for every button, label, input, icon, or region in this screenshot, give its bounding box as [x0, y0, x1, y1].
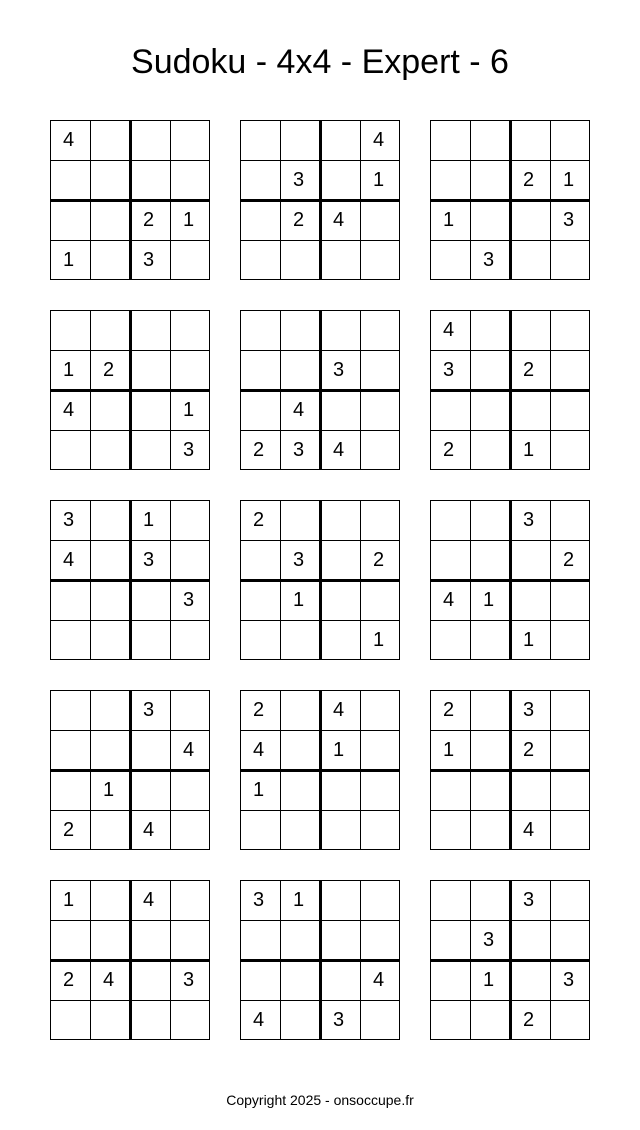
sudoku-cell — [240, 920, 280, 960]
sudoku-cell — [280, 810, 320, 850]
sudoku-cell — [470, 810, 510, 850]
sudoku-cell: 1 — [63, 359, 75, 381]
sudoku-cell: 3 — [483, 249, 495, 271]
sudoku-cell: 2 — [443, 699, 455, 721]
sudoku-cell — [130, 120, 170, 160]
sudoku-cell — [550, 1000, 590, 1040]
sudoku-cell: 1 — [183, 399, 195, 421]
sudoku-cell: 1 — [483, 589, 495, 611]
sudoku-cell: 2 — [293, 209, 305, 231]
sudoku-cell — [90, 810, 130, 850]
sudoku-grid-8 — [240, 500, 400, 660]
sudoku-cell: 3 — [333, 359, 345, 381]
sudoku-cell — [430, 390, 470, 430]
sudoku-cell: 3 — [563, 209, 575, 231]
sudoku-cell: 3 — [183, 969, 195, 991]
sudoku-cell: 3 — [443, 359, 455, 381]
sudoku-cell — [360, 350, 400, 390]
sudoku-cell — [170, 690, 210, 730]
sudoku-cell — [550, 880, 590, 920]
sudoku-cell — [50, 160, 90, 200]
sudoku-cell — [320, 500, 360, 540]
sudoku-cell — [90, 200, 130, 240]
sudoku-cell — [550, 350, 590, 390]
sudoku-cell — [130, 390, 170, 430]
sudoku-cell — [470, 310, 510, 350]
sudoku-grid-7 — [50, 500, 210, 660]
sudoku-cell: 3 — [333, 1009, 345, 1031]
sudoku-cell — [430, 960, 470, 1000]
page-title: Sudoku - 4x4 - Expert - 6 — [131, 43, 509, 81]
sudoku-cell — [240, 960, 280, 1000]
sudoku-cell: 4 — [293, 399, 305, 421]
sudoku-cell: 2 — [253, 699, 265, 721]
sudoku-cell: 4 — [373, 969, 385, 991]
sudoku-cell — [240, 120, 280, 160]
sudoku-grid-1 — [50, 120, 210, 280]
sudoku-cell — [280, 770, 320, 810]
sudoku-cell — [90, 120, 130, 160]
sudoku-cell: 3 — [523, 889, 535, 911]
sudoku-cell: 3 — [143, 249, 155, 271]
sudoku-cell — [360, 240, 400, 280]
sudoku-cell: 3 — [293, 549, 305, 571]
sudoku-cell — [280, 1000, 320, 1040]
sudoku-cell — [550, 730, 590, 770]
sudoku-cell — [510, 390, 550, 430]
sudoku-cell — [550, 770, 590, 810]
sudoku-grid-6 — [430, 310, 590, 470]
sudoku-cell — [320, 620, 360, 660]
sudoku-cell: 4 — [333, 699, 345, 721]
sudoku-cell — [280, 620, 320, 660]
sudoku-cell — [90, 160, 130, 200]
sudoku-cell — [360, 200, 400, 240]
sudoku-cell — [470, 390, 510, 430]
sudoku-grid-9 — [430, 500, 590, 660]
sudoku-cell — [90, 240, 130, 280]
sudoku-cell: 1 — [523, 439, 535, 461]
sudoku-cell — [320, 920, 360, 960]
sudoku-cell — [90, 920, 130, 960]
sudoku-cell — [280, 310, 320, 350]
sudoku-cell: 3 — [143, 549, 155, 571]
sudoku-cell — [280, 350, 320, 390]
sudoku-cell — [240, 310, 280, 350]
sudoku-cell — [130, 730, 170, 770]
sudoku-cell — [470, 880, 510, 920]
sudoku-cell — [550, 500, 590, 540]
sudoku-cell — [360, 920, 400, 960]
sudoku-cell: 1 — [333, 739, 345, 761]
sudoku-cell — [430, 160, 470, 200]
sudoku-cell: 3 — [63, 509, 75, 531]
sudoku-cell — [470, 350, 510, 390]
sudoku-cell — [50, 1000, 90, 1040]
sudoku-cell — [430, 500, 470, 540]
sudoku-cell — [170, 770, 210, 810]
sudoku-cell: 2 — [523, 169, 535, 191]
sudoku-cell — [90, 500, 130, 540]
sudoku-cell — [430, 120, 470, 160]
sudoku-cell: 3 — [143, 699, 155, 721]
sudoku-cell: 4 — [63, 129, 75, 151]
sudoku-cell — [170, 310, 210, 350]
sudoku-cell — [510, 770, 550, 810]
sudoku-cell — [430, 540, 470, 580]
sudoku-cell: 1 — [443, 739, 455, 761]
sudoku-cell — [550, 240, 590, 280]
sudoku-cell — [320, 770, 360, 810]
sudoku-cell: 4 — [143, 889, 155, 911]
sudoku-cell — [510, 920, 550, 960]
sudoku-cell: 1 — [523, 629, 535, 651]
sudoku-cell: 4 — [333, 439, 345, 461]
sudoku-cell — [510, 240, 550, 280]
sudoku-cell — [130, 310, 170, 350]
sudoku-cell — [550, 390, 590, 430]
sudoku-cell — [470, 120, 510, 160]
sudoku-cell — [470, 160, 510, 200]
sudoku-cell — [280, 690, 320, 730]
sudoku-cell — [130, 350, 170, 390]
sudoku-cell — [240, 540, 280, 580]
sudoku-cell: 3 — [483, 929, 495, 951]
sudoku-grid-10 — [50, 690, 210, 850]
sudoku-cell: 2 — [523, 739, 535, 761]
sudoku-cell: 1 — [253, 779, 265, 801]
sudoku-cell — [280, 730, 320, 770]
sudoku-cell: 1 — [103, 779, 115, 801]
sudoku-cell — [90, 1000, 130, 1040]
sudoku-cell — [470, 1000, 510, 1040]
sudoku-cell — [90, 540, 130, 580]
sudoku-cell — [470, 500, 510, 540]
sudoku-cell — [360, 810, 400, 850]
sudoku-cell — [240, 200, 280, 240]
sudoku-cell — [170, 620, 210, 660]
sudoku-cell — [430, 770, 470, 810]
sudoku-cell — [280, 960, 320, 1000]
sudoku-cell: 3 — [293, 439, 305, 461]
sudoku-cell — [130, 960, 170, 1000]
sudoku-cell — [130, 1000, 170, 1040]
sudoku-cell — [430, 1000, 470, 1040]
sudoku-cell: 1 — [63, 249, 75, 271]
sudoku-cell: 4 — [373, 129, 385, 151]
sudoku-cell — [550, 920, 590, 960]
sudoku-cell — [430, 810, 470, 850]
sudoku-cell — [90, 620, 130, 660]
sudoku-cell — [130, 160, 170, 200]
sudoku-cell — [50, 620, 90, 660]
sudoku-cell: 1 — [143, 509, 155, 531]
sudoku-cell — [430, 920, 470, 960]
sudoku-cell — [170, 120, 210, 160]
sudoku-cell — [170, 810, 210, 850]
sudoku-cell: 2 — [373, 549, 385, 571]
sudoku-cell: 3 — [523, 699, 535, 721]
sudoku-cell — [510, 540, 550, 580]
sudoku-cell: 4 — [333, 209, 345, 231]
sudoku-cell — [550, 120, 590, 160]
sudoku-cell — [470, 770, 510, 810]
sudoku-cell — [320, 390, 360, 430]
sudoku-cell — [240, 240, 280, 280]
sudoku-cell — [550, 690, 590, 730]
sudoku-cell — [130, 580, 170, 620]
sudoku-cell — [470, 200, 510, 240]
sudoku-cell — [50, 310, 90, 350]
sudoku-cell — [50, 690, 90, 730]
sudoku-cell — [320, 240, 360, 280]
sudoku-cell — [510, 200, 550, 240]
sudoku-cell — [470, 620, 510, 660]
sudoku-cell — [510, 120, 550, 160]
sudoku-grid-5 — [240, 310, 400, 470]
sudoku-cell — [170, 240, 210, 280]
sudoku-cell: 3 — [563, 969, 575, 991]
sudoku-grid-4 — [50, 310, 210, 470]
sudoku-cell — [90, 880, 130, 920]
sudoku-cell: 2 — [63, 819, 75, 841]
sudoku-cell — [50, 580, 90, 620]
sudoku-cell — [90, 580, 130, 620]
sudoku-cell — [170, 350, 210, 390]
sudoku-cell — [320, 120, 360, 160]
sudoku-cell: 4 — [63, 399, 75, 421]
sudoku-cell — [550, 310, 590, 350]
sudoku-cell: 1 — [63, 889, 75, 911]
sudoku-cell: 1 — [443, 209, 455, 231]
sudoku-cell — [320, 540, 360, 580]
sudoku-cell — [240, 160, 280, 200]
sudoku-cell — [170, 540, 210, 580]
sudoku-cell: 2 — [523, 359, 535, 381]
sudoku-cell: 3 — [183, 589, 195, 611]
sudoku-cell — [360, 580, 400, 620]
sudoku-cell — [470, 430, 510, 470]
sudoku-cell: 1 — [293, 889, 305, 911]
sudoku-cell — [170, 880, 210, 920]
sudoku-cell — [240, 350, 280, 390]
sudoku-cell: 3 — [523, 509, 535, 531]
sudoku-cell — [360, 1000, 400, 1040]
sudoku-cell — [240, 580, 280, 620]
sudoku-cell — [280, 240, 320, 280]
sudoku-cell: 2 — [523, 1009, 535, 1031]
sudoku-cell: 3 — [293, 169, 305, 191]
sudoku-cell — [90, 430, 130, 470]
sudoku-cell — [130, 620, 170, 660]
sudoku-cell — [510, 580, 550, 620]
sudoku-grid-11 — [240, 690, 400, 850]
sudoku-cell: 1 — [373, 629, 385, 651]
sudoku-cell — [320, 810, 360, 850]
sudoku-cell — [90, 690, 130, 730]
copyright-footer: Copyright 2025 - onsoccupe.fr — [226, 1092, 414, 1108]
sudoku-cell: 1 — [483, 969, 495, 991]
sudoku-cell: 2 — [443, 439, 455, 461]
sudoku-cell — [240, 390, 280, 430]
sudoku-cell — [130, 920, 170, 960]
sudoku-cell — [360, 390, 400, 430]
sudoku-cell — [50, 920, 90, 960]
sudoku-cell — [170, 500, 210, 540]
sudoku-cell: 4 — [63, 549, 75, 571]
sudoku-grid-13 — [50, 880, 210, 1040]
sudoku-cell — [320, 310, 360, 350]
sudoku-cell — [280, 500, 320, 540]
sudoku-cell — [50, 200, 90, 240]
sudoku-cell — [280, 120, 320, 160]
sudoku-cell — [550, 620, 590, 660]
sudoku-cell — [90, 390, 130, 430]
sudoku-cell: 4 — [143, 819, 155, 841]
sudoku-cell — [280, 920, 320, 960]
sudoku-grid-15 — [430, 880, 590, 1040]
sudoku-grid-12 — [430, 690, 590, 850]
sudoku-cell — [430, 880, 470, 920]
sudoku-cell — [360, 770, 400, 810]
sudoku-cell: 3 — [253, 889, 265, 911]
sudoku-grid-14 — [240, 880, 400, 1040]
sudoku-cell — [550, 430, 590, 470]
sudoku-cell: 2 — [253, 439, 265, 461]
sudoku-cell — [170, 920, 210, 960]
sudoku-cell — [360, 430, 400, 470]
sudoku-cell — [360, 310, 400, 350]
sudoku-cell — [320, 160, 360, 200]
sudoku-cell — [430, 620, 470, 660]
sudoku-cell — [550, 580, 590, 620]
sudoku-cell: 4 — [183, 739, 195, 761]
sudoku-cell — [50, 730, 90, 770]
sudoku-grid-2 — [240, 120, 400, 280]
sudoku-cell — [320, 960, 360, 1000]
sudoku-cell: 2 — [63, 969, 75, 991]
sudoku-cell: 1 — [183, 209, 195, 231]
sudoku-cell — [510, 960, 550, 1000]
sudoku-cell: 2 — [143, 209, 155, 231]
sudoku-cell: 4 — [443, 589, 455, 611]
sudoku-cell: 4 — [523, 819, 535, 841]
sudoku-cell — [320, 880, 360, 920]
sudoku-cell: 2 — [103, 359, 115, 381]
sudoku-cell — [90, 310, 130, 350]
sudoku-cell — [170, 1000, 210, 1040]
sudoku-cell: 2 — [253, 509, 265, 531]
sudoku-grid-3 — [430, 120, 590, 280]
sudoku-cell: 4 — [443, 319, 455, 341]
sudoku-cell: 4 — [253, 1009, 265, 1031]
sudoku-cell — [90, 730, 130, 770]
sudoku-cell — [470, 730, 510, 770]
sudoku-cell — [550, 810, 590, 850]
sudoku-cell: 1 — [373, 169, 385, 191]
sudoku-cell: 2 — [563, 549, 575, 571]
sudoku-cell — [360, 880, 400, 920]
sudoku-cell: 4 — [103, 969, 115, 991]
sudoku-cell — [510, 310, 550, 350]
sudoku-cell — [430, 240, 470, 280]
sudoku-cell — [240, 810, 280, 850]
sudoku-cell: 3 — [183, 439, 195, 461]
sudoku-cell — [240, 620, 280, 660]
sudoku-cell — [470, 540, 510, 580]
sudoku-cell — [50, 430, 90, 470]
sudoku-cell — [50, 770, 90, 810]
sudoku-cell: 1 — [293, 589, 305, 611]
sudoku-cell — [470, 690, 510, 730]
sudoku-cell — [320, 580, 360, 620]
sudoku-cell — [360, 500, 400, 540]
sudoku-cell: 4 — [253, 739, 265, 761]
sudoku-cell — [130, 430, 170, 470]
sudoku-cell — [130, 770, 170, 810]
sudoku-cell — [360, 730, 400, 770]
sudoku-cell — [360, 690, 400, 730]
sudoku-cell — [170, 160, 210, 200]
sudoku-cell: 1 — [563, 169, 575, 191]
